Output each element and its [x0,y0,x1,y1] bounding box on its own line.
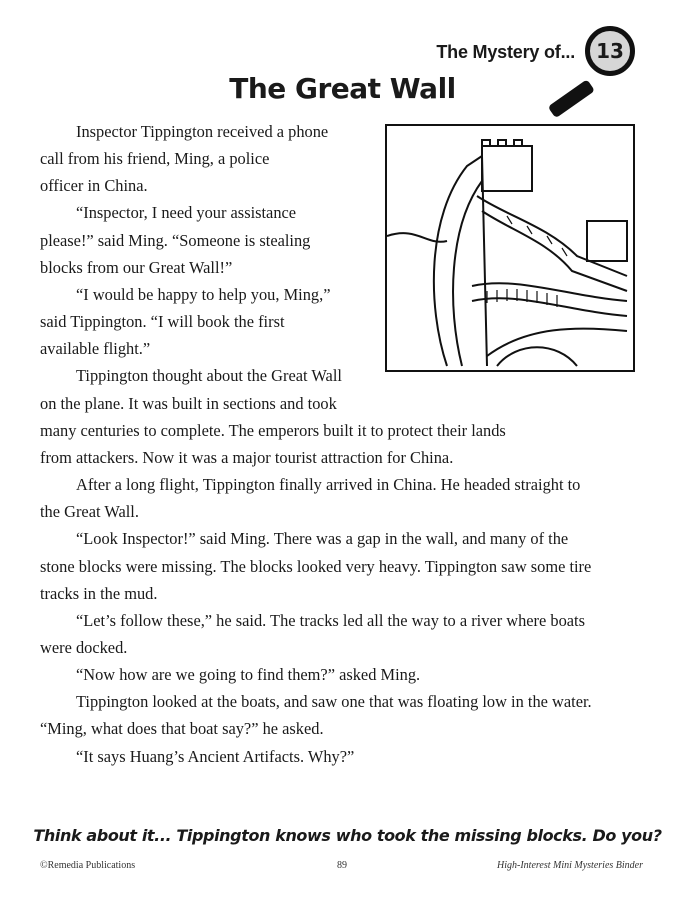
page-title: The Great Wall [229,72,456,105]
footer-book-title: High-Interest Mini Mysteries Binder [497,860,643,871]
text-line: “Look Inspector!” said Ming. There was a gap in the wall, and many of the [76,529,569,549]
text-line: “Ming, what does that boat say?” he asked. [40,719,324,739]
text-line: After a long flight, Tippington finally arrived in China. He headed straight to [76,475,581,495]
magnifying-glass-icon [585,26,635,76]
text-line: “Inspector, I need your assistance [76,203,297,223]
story-number: 13 [596,39,624,63]
text-line: stone blocks were missing. The blocks looked very heavy. Tippington saw some tire [40,556,592,576]
story-text [40,118,592,770]
text-line: Tippington looked at the boats, and saw one that was floating low in the water. [76,692,592,712]
text-line: from attackers. Now it was a major tourist attraction for China. [40,447,454,467]
text-line: Inspector Tippington received a phone [76,122,329,141]
text-line: officer in China. [40,176,148,196]
text-line: tracks in the mud. [40,583,158,603]
text-line: “Let’s follow these,” he said. The tracks led all the way to a river where boats [76,610,585,630]
footer-publisher: ©Remedia Publications [40,860,136,871]
text-line: said Tippington. “I will book the first [40,312,285,332]
text-line: many centuries to complete. The emperors built it to protect their lands [40,420,506,440]
think-about-it-prompt: Think about it... Tippington knows who took the missing blocks. Do you? [33,826,662,845]
text-line: blocks from our Great Wall!” [40,257,233,277]
text-line: “It says Huang’s Ancient Artifacts. Why?” [76,746,355,766]
text-line: please!” said Ming. “Someone is stealing [40,230,311,250]
text-line: available flight.” [40,339,151,359]
text-line: were docked. [40,637,128,657]
text-line: “Now how are we going to find them?” asked Ming. [76,665,421,685]
text-line: on the plane. It was built in sections and took [40,393,337,413]
text-line: “I would be happy to help you, Ming,” [76,284,331,304]
text-line: call from his friend, Ming, a police [40,149,270,169]
footer-page-number: 89 [337,860,347,871]
series-label: The Mystery of... [436,42,575,62]
text-line: Tippington thought about the Great Wall [76,366,342,386]
text-line: the Great Wall. [40,502,139,522]
